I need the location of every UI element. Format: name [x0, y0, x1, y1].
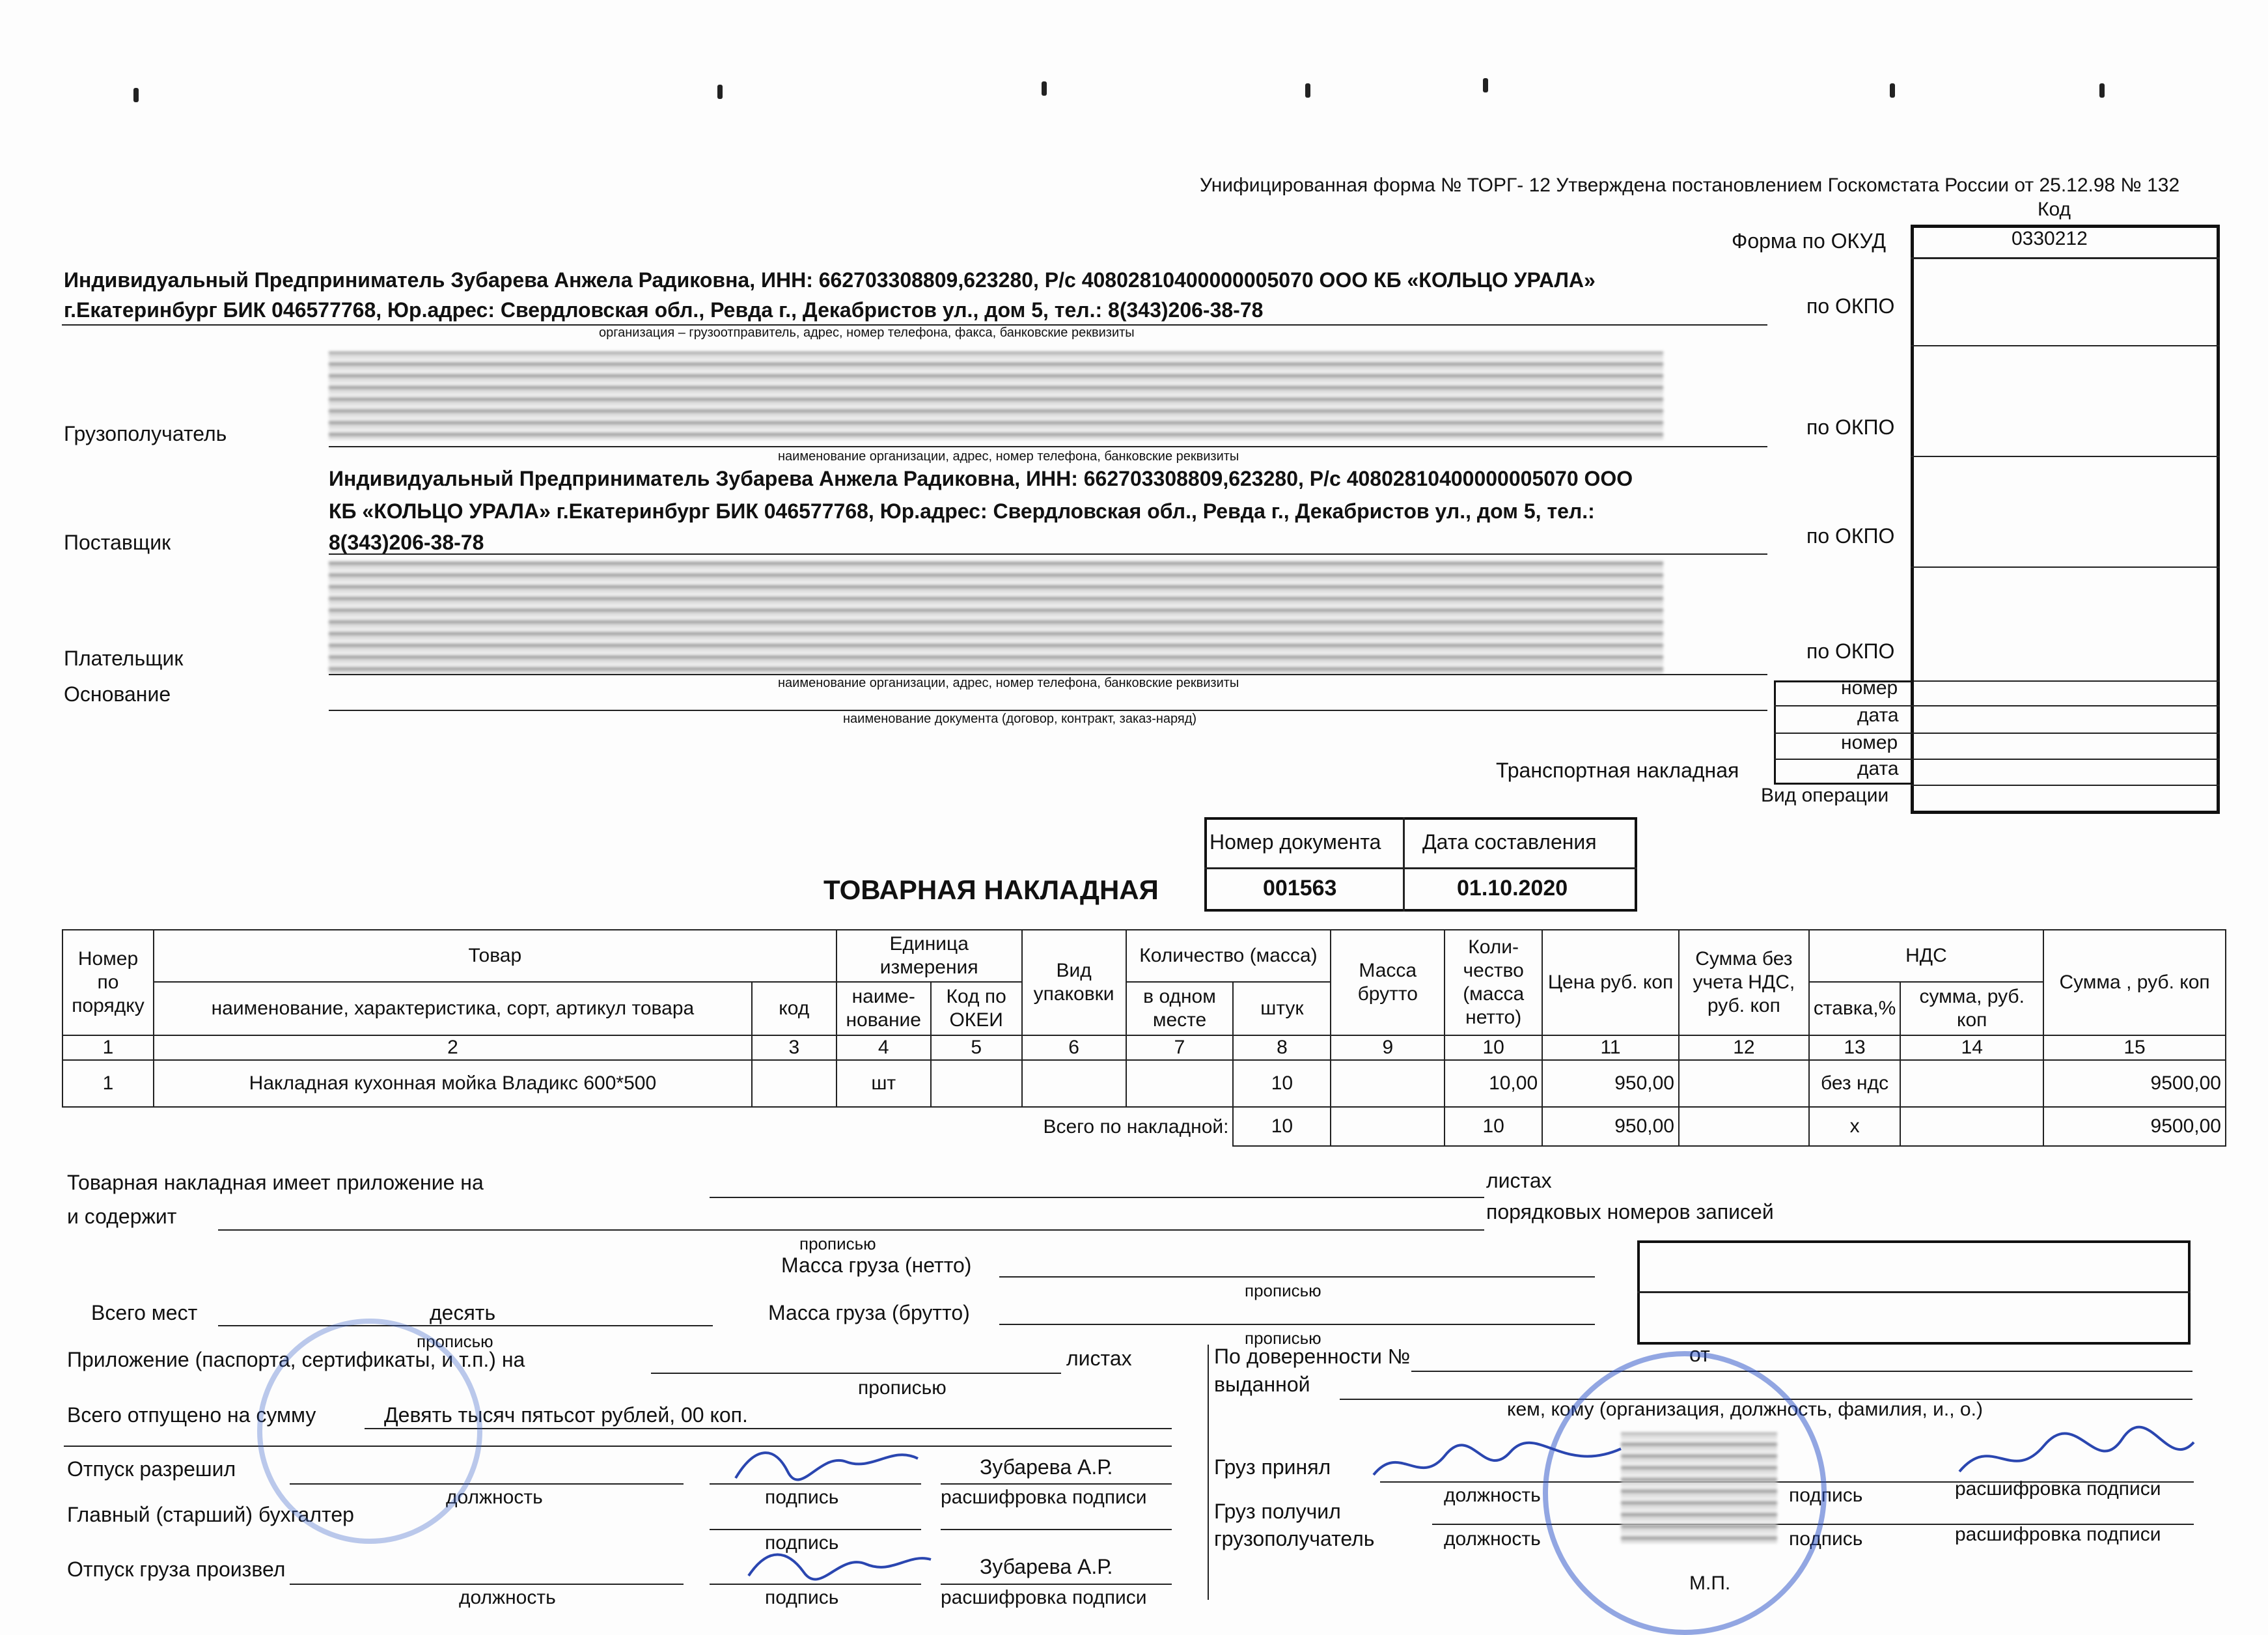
- document-title: ТОВАРНАЯ НАКЛАДНАЯ: [823, 874, 1159, 905]
- received-label: Груз получил: [1214, 1500, 1341, 1523]
- totals-rate: х: [1809, 1107, 1901, 1146]
- places-label: Всего мест: [91, 1301, 198, 1324]
- signature-seller-1: [729, 1439, 924, 1491]
- goods-table: [62, 929, 2226, 1147]
- column-numbers-row: 1 2 3 4 5 6 7 8 9 10 11 12 13 14 15: [62, 1035, 2226, 1060]
- totals-total: 9500,00: [2043, 1107, 2226, 1146]
- h-gross: Масса брутто: [1331, 930, 1445, 1035]
- h-goods: Товар: [154, 930, 837, 982]
- h-goods-name: наименование, характеристика, сорт, артикул товара: [154, 982, 752, 1035]
- consignee-redacted: [329, 352, 1663, 440]
- mp-label: М.П.: [1689, 1572, 1731, 1594]
- signature-caption-5: подпись: [1789, 1528, 1863, 1550]
- consignee-word: грузополучатель: [1214, 1527, 1375, 1550]
- signature-caption-2: подпись: [765, 1532, 839, 1554]
- mass-gross-label: Масса груза (брутто): [768, 1301, 970, 1324]
- signature-caption-1: подпись: [765, 1487, 839, 1508]
- signature-caption-3: подпись: [765, 1587, 839, 1608]
- shipper-caption: организация – грузоотправитель, адрес, номер телефона, факса, банковские реквизиты: [599, 326, 1135, 340]
- okud-label: Форма по ОКУД: [1732, 229, 1887, 253]
- h-rate: ставка,%: [1809, 982, 1901, 1035]
- permit-name: Зубарева А.Р.: [980, 1455, 1113, 1479]
- position-caption-1: должность: [446, 1487, 543, 1508]
- places-value: десять: [430, 1301, 496, 1324]
- scan-mark: [1305, 83, 1310, 98]
- in-words-5: прописью: [858, 1377, 947, 1399]
- permit-label: Отпуск разрешил: [67, 1457, 236, 1481]
- supplier-line3: 8(343)206-38-78: [329, 531, 484, 554]
- row-price: 950,00: [1542, 1060, 1679, 1107]
- released-sum-label: Всего отпущено на сумму: [67, 1403, 316, 1427]
- h-net: Коли-чество (масса нетто): [1445, 930, 1542, 1035]
- position-caption-4: должность: [1444, 1528, 1541, 1550]
- in-words-2: прописью: [1245, 1281, 1321, 1300]
- h-vat-sum: сумма, руб. коп: [1900, 982, 2043, 1035]
- transport-date-label: дата: [1857, 758, 1899, 779]
- totals-label: Всего по накладной:: [1043, 1115, 1229, 1138]
- row-total: 9500,00: [2043, 1060, 2226, 1107]
- h-vat: НДС: [1809, 930, 2043, 982]
- row-name: Накладная кухонная мойка Владикс 600*500: [154, 1060, 752, 1107]
- h-code: код: [752, 982, 837, 1035]
- decoding-caption-4: расшифровка подписи: [1955, 1524, 2161, 1545]
- supplier-line2: КБ «КОЛЬЦО УРАЛА» г.Екатеринбург БИК 046577768, Юр.адрес: Свердловская обл., Ревда г., Декабристов ул., дом 5, тел.:: [329, 499, 1595, 523]
- decoding-caption-1: расшифровка подписи: [941, 1487, 1147, 1508]
- okpo-label-shipper: по ОКПО: [1806, 294, 1895, 318]
- decoding-caption-3: расшифровка подписи: [1955, 1478, 2161, 1500]
- totals-pieces: 10: [1233, 1107, 1331, 1146]
- okpo-label-supplier: по ОКПО: [1806, 524, 1895, 548]
- release-name: Зубарева А.Р.: [980, 1555, 1113, 1578]
- scan-mark: [2099, 83, 2105, 98]
- h-pieces: штук: [1233, 982, 1331, 1035]
- operation-label: Вид операции: [1761, 785, 1889, 806]
- totals-row: [62, 1107, 2226, 1146]
- document-number: 001563: [1263, 876, 1337, 901]
- release-label: Отпуск груза произвел: [67, 1558, 286, 1581]
- decoding-caption-2: расшифровка подписи: [941, 1587, 1147, 1608]
- document-date-header: Дата составления: [1422, 830, 1597, 854]
- basis-date-label: дата: [1857, 705, 1899, 726]
- position-caption-2: должность: [459, 1587, 556, 1608]
- totals-price: 950,00: [1542, 1107, 1679, 1146]
- okud-code: 0330212: [2012, 228, 2088, 249]
- records-label: порядковых номеров записей: [1486, 1200, 1774, 1223]
- shipper-line1: Индивидуальный Предприниматель Зубарева Анжела Радиковна, ИНН: 662703308809,623280, Р/с 40802810400000005070 ООО КБ «КОЛЬЦО УРАЛА»: [64, 268, 1596, 292]
- signature-receiver-2: [1953, 1426, 2200, 1491]
- row-net: 10,00: [1445, 1060, 1542, 1107]
- mass-net-label: Масса груза (нетто): [781, 1253, 972, 1277]
- attachment-label: Товарная накладная имеет приложение на: [67, 1171, 484, 1194]
- h-qty: Количество (масса): [1126, 930, 1331, 982]
- scan-mark: [1042, 81, 1047, 96]
- in-words-3: прописью: [1245, 1328, 1321, 1348]
- code-column: [1911, 225, 2220, 814]
- h-unit: Единица измерения: [837, 930, 1022, 982]
- h-sum-novat: Сумма без учета НДС, руб. коп: [1679, 930, 1809, 1035]
- docs-label: Приложение (паспорта, сертификаты, и т.п.) на: [67, 1348, 525, 1371]
- transport-number-label: номер: [1841, 732, 1898, 753]
- h-in-place: в одном месте: [1126, 982, 1234, 1035]
- scan-mark: [1890, 83, 1895, 98]
- table-row: 1 Накладная кухонная мойка Владикс 600*500 шт 10 10,00 950,00 без ндс 9500,00: [62, 1060, 2226, 1107]
- payer-label: Плательщик: [64, 647, 184, 670]
- basis-caption: наименование документа (договор, контракт, заказ-наряд): [843, 712, 1197, 726]
- issued-caption: кем, кому (организация, должность, фамилия, и., о.): [1507, 1399, 1983, 1420]
- h-unit-name: наиме-нование: [837, 982, 931, 1035]
- proxy-from: от: [1689, 1343, 1710, 1366]
- row-rate: без ндс: [1809, 1060, 1901, 1107]
- accepted-label: Груз принял: [1214, 1455, 1331, 1479]
- payer-redacted: [329, 560, 1663, 674]
- consignee-caption: наименование организации, адрес, номер телефона, банковские реквизиты: [778, 449, 1239, 464]
- shipper-line2: г.Екатеринбург БИК 046577768, Юр.адрес: Свердловская обл., Ревда г., Декабристов ул., дом 5, тел.: 8(343)206-38-78: [64, 298, 1264, 322]
- basis-number-label: номер: [1841, 677, 1898, 699]
- position-caption-3: должность: [1444, 1485, 1541, 1506]
- consignee-label: Грузополучатель: [64, 422, 227, 445]
- h-okei: Код по ОКЕИ: [931, 982, 1022, 1035]
- okpo-label-payer: по ОКПО: [1806, 639, 1895, 663]
- scan-mark: [717, 85, 723, 99]
- basis-label: Основание: [64, 682, 171, 706]
- payer-caption: наименование организации, адрес, номер телефона, банковские реквизиты: [778, 676, 1239, 690]
- seller-stamp: [257, 1319, 482, 1544]
- scan-mark: [133, 88, 139, 102]
- code-label: Код: [2038, 199, 2071, 220]
- signature-seller-2: [742, 1543, 937, 1589]
- transport-label: Транспортная накладная: [1496, 759, 1739, 782]
- document-number-header: Номер документа: [1210, 830, 1381, 854]
- okpo-label-consignee: по ОКПО: [1806, 415, 1895, 439]
- h-num: Номер по порядку: [62, 930, 154, 1035]
- issued-label: выданной: [1214, 1373, 1310, 1396]
- attachment-sheets: листах: [1486, 1169, 1552, 1192]
- supplier-line1: Индивидуальный Предприниматель Зубарева Анжела Радиковна, ИНН: 662703308809,623280, Р/с 40802810400000005070 ООО: [329, 467, 1633, 490]
- row-pieces: 10: [1233, 1060, 1331, 1107]
- scan-mark: [1483, 78, 1488, 92]
- supplier-label: Поставщик: [64, 531, 171, 554]
- h-pack: Вид упаковки: [1022, 930, 1126, 1035]
- row-unit: шт: [837, 1060, 931, 1107]
- h-total: Сумма , руб. коп: [2043, 930, 2226, 1035]
- accountant-label: Главный (старший) бухгалтер: [67, 1503, 354, 1526]
- docs-sheets: листах: [1066, 1347, 1132, 1370]
- totals-net: 10: [1445, 1107, 1542, 1146]
- document-date: 01.10.2020: [1457, 876, 1568, 901]
- in-words-1: прописью: [799, 1234, 876, 1253]
- form-caption: Унифицированная форма № ТОРГ- 12 Утверждена постановлением Госкомстата России от 25.12.98 № 132: [1200, 175, 2180, 196]
- contains-label: и содержит: [67, 1205, 177, 1228]
- in-words-4: прописью: [417, 1332, 493, 1351]
- proxy-label: По доверенности №: [1214, 1345, 1411, 1368]
- released-sum: Девять тысяч пятьсот рублей, 00 коп.: [384, 1403, 748, 1427]
- h-price: Цена руб. коп: [1542, 930, 1679, 1035]
- signature-caption-4: подпись: [1789, 1485, 1863, 1506]
